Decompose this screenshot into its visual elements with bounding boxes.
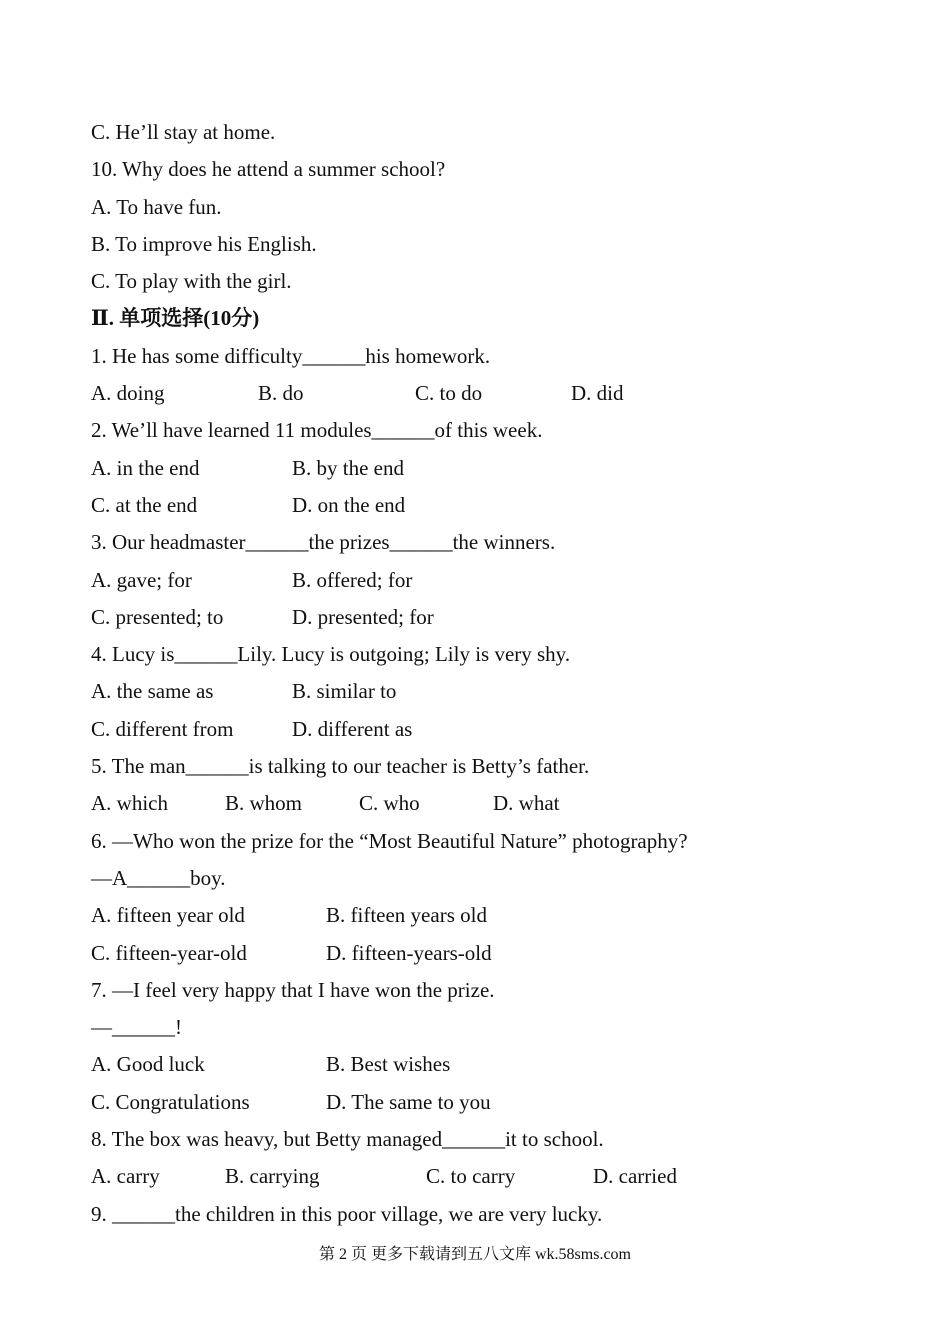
question-stem: 3. Our headmaster______the prizes______the winners. [91, 530, 556, 555]
question-stem: 5. The man______is talking to our teacher is Betty’s father. [91, 754, 590, 779]
option-d: D. what [493, 791, 560, 816]
options-row [91, 785, 891, 822]
option-a: A. the same as [91, 679, 214, 704]
options-row [91, 1084, 891, 1121]
option-b: B. Best wishes [326, 1052, 451, 1077]
option-line: A. To have fun. [91, 194, 222, 219]
option-d: D. fifteen-years-old [326, 940, 492, 965]
option-d: D. presented; for [292, 604, 434, 629]
document-body [91, 114, 891, 1233]
option-c: C. Congratulations [91, 1089, 250, 1114]
option-a: A. carry [91, 1164, 160, 1189]
option-d: D. carried [593, 1164, 677, 1189]
question-stem: 9. ______the children in this poor village, we are very lucky. [91, 1201, 603, 1226]
option-c: C. presented; to [91, 604, 224, 629]
option-c: C. to carry [426, 1164, 516, 1189]
option-b: B. by the end [292, 455, 404, 480]
option-a: A. doing [91, 381, 165, 406]
option-b: B. whom [225, 791, 303, 816]
section-heading: Ⅱ. 单项选择(10分) [91, 306, 260, 331]
options-row [91, 711, 891, 748]
option-d: D. on the end [292, 492, 406, 517]
page-footer: 第 2 页 更多下载请到五八文库 wk.58sms.com [318, 1246, 631, 1263]
options-row [91, 673, 891, 710]
option-a: A. fifteen year old [91, 903, 245, 928]
options-row [91, 487, 891, 524]
option-b: B. offered; for [292, 567, 413, 592]
option-line: C. To play with the girl. [91, 269, 292, 294]
option-b: B. fifteen years old [326, 903, 487, 928]
option-d: D. did [571, 381, 624, 406]
question-stem: 4. Lucy is______Lily. Lucy is outgoing; Lily is very shy. [91, 642, 571, 667]
option-c: C. who [359, 791, 420, 816]
question-reply: —______! [91, 1015, 182, 1040]
options-row [91, 897, 891, 934]
options-row [91, 375, 891, 412]
options-row [91, 562, 891, 599]
question-reply: —A______boy. [91, 865, 226, 890]
option-c: C. different from [91, 716, 234, 741]
options-row [91, 1046, 891, 1083]
options-row [91, 935, 891, 972]
question-stem: 10. Why does he attend a summer school? [91, 157, 446, 182]
text-line: C. He’ll stay at home. [91, 120, 276, 144]
question-stem: 8. The box was heavy, but Betty managed______it to school. [91, 1127, 604, 1152]
options-row [91, 450, 891, 487]
option-line: B. To improve his English. [91, 231, 317, 256]
option-b: B. carrying [225, 1164, 320, 1189]
option-a: A. in the end [91, 455, 200, 480]
question-stem: 6. —Who won the prize for the “Most Beautiful Nature” photography? [91, 828, 688, 853]
option-a: A. which [91, 791, 168, 816]
option-c: C. fifteen-year-old [91, 940, 247, 965]
option-b: B. similar to [292, 679, 397, 704]
option-c: C. at the end [91, 492, 198, 517]
question-stem: 2. We’ll have learned 11 modules______of this week. [91, 418, 543, 443]
question-stem: 7. —I feel very happy that I have won the prize. [91, 977, 495, 1002]
options-row [91, 599, 891, 636]
option-a: A. gave; for [91, 567, 192, 592]
option-d: D. different as [292, 716, 413, 741]
option-c: C. to do [415, 381, 483, 406]
option-b: B. do [258, 381, 304, 406]
options-row [91, 1158, 891, 1195]
question-stem: 1. He has some difficulty______his homework. [91, 343, 491, 368]
option-a: A. Good luck [91, 1052, 205, 1077]
option-d: D. The same to you [326, 1089, 491, 1114]
